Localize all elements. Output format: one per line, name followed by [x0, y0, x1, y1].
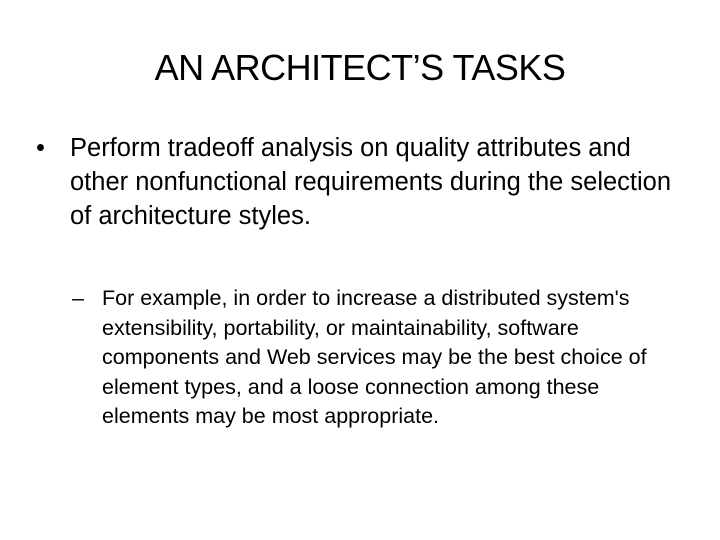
bullet-item [36, 131, 686, 233]
bullet-marker: • [36, 134, 45, 162]
sub-bullet-item [72, 284, 672, 432]
sub-bullet-text: For example, in order to increase a distributed system's extensibility, portability, or maintainability, software components and Web services may be the best choice of element types, and a loose connection among these elements may be most appropriate. [102, 286, 647, 428]
sub-bullet-marker: – [72, 286, 84, 310]
slide-title: AN ARCHITECT’S TASKS [154, 47, 566, 88]
bullet-text: Perform tradeoff analysis on quality attributes and other nonfunctional requirements during the selection of architecture styles. [70, 134, 672, 230]
